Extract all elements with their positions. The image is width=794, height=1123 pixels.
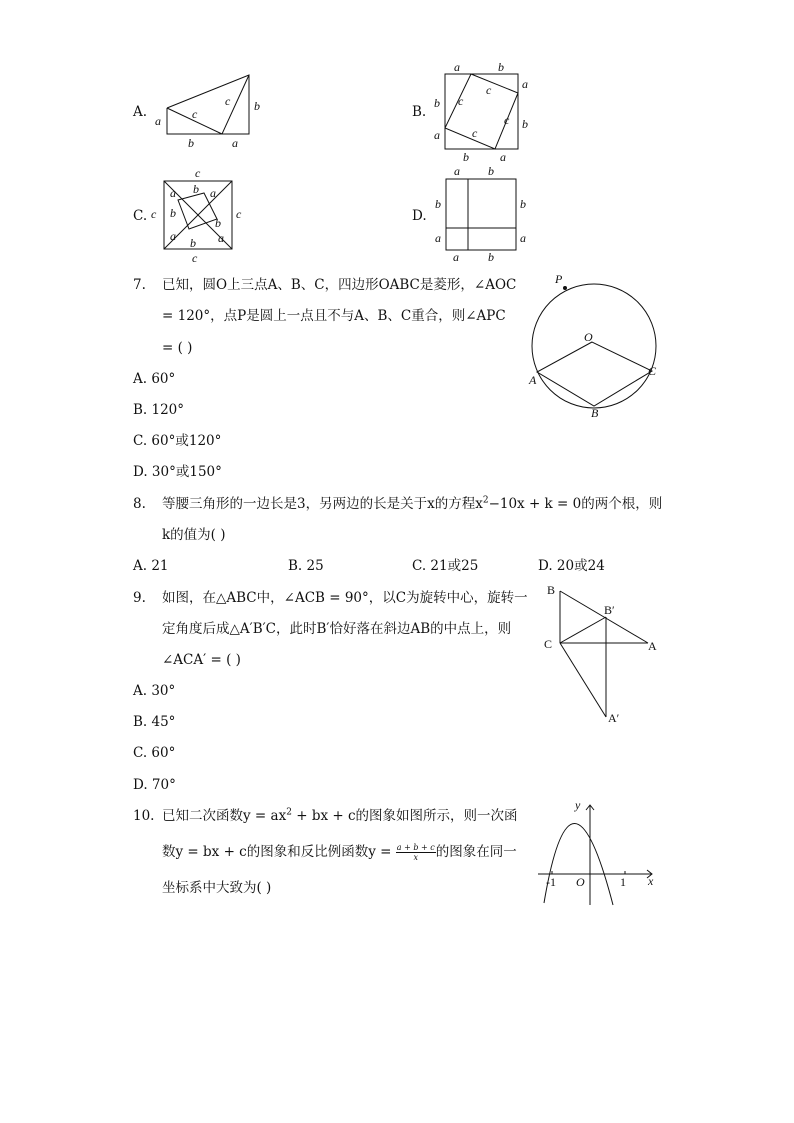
- point-a: A: [648, 639, 657, 653]
- fraction: $\frac{a + b + c}{x}$: [396, 843, 435, 862]
- point-b-prime: B′: [604, 603, 615, 617]
- option-c-figure: [148, 165, 248, 265]
- point-p: P: [555, 272, 563, 286]
- svg-text:a: a: [454, 60, 460, 74]
- q10-number: 10.: [133, 808, 155, 824]
- svg-text:a: a: [520, 231, 526, 245]
- origin: O: [576, 875, 585, 889]
- q7-option-a[interactable]: A. 60°: [133, 371, 176, 387]
- svg-text:b: b: [193, 182, 199, 196]
- svg-text:c: c: [504, 113, 510, 127]
- q10-line3: 坐标系中大致为( ): [162, 880, 272, 896]
- svg-text:b: b: [215, 216, 221, 230]
- q8-number: 8.: [133, 496, 146, 512]
- svg-text:a: a: [218, 231, 224, 245]
- svg-text:c: c: [486, 83, 492, 97]
- point-b: B: [547, 583, 556, 597]
- q9-option-d[interactable]: D. 70°: [133, 777, 176, 793]
- q10-parabola-figure: [530, 795, 660, 910]
- q7-line1: 已知，圆O上三点A、B、C，四边形OABC是菱形，∠AOC: [162, 277, 517, 293]
- q8-line1: 等腰三角形的一边长是3，另两边的长是关于x的方程$x^2-10x + k = 0$的两个根，则: [162, 495, 663, 512]
- option-a-label: A.: [133, 104, 148, 120]
- svg-text:c: c: [192, 251, 198, 265]
- q10-line2: 数y = bx + c的图象和反比例函数y = $\frac{a + b + c}{x}$ 的图象在同一: [162, 843, 517, 862]
- point-c: C: [544, 637, 553, 651]
- label-a: a: [232, 136, 238, 150]
- svg-text:c: c: [236, 207, 242, 221]
- q9-line3: ∠ACA′ = ( ): [162, 652, 241, 668]
- axis-y: y: [575, 798, 581, 812]
- svg-text:a: a: [453, 250, 459, 264]
- q8-option-d[interactable]: D. 20或24: [538, 558, 605, 574]
- svg-text:c: c: [458, 94, 464, 108]
- q8-option-b[interactable]: B. 25: [288, 558, 324, 574]
- q7-circle-figure: [522, 265, 667, 425]
- svg-text:b: b: [488, 164, 494, 178]
- q7-option-c[interactable]: C. 60°或120°: [133, 433, 222, 449]
- q7-line3: = ( ): [162, 340, 193, 356]
- option-a-figure: [150, 70, 270, 152]
- point-c: C: [648, 364, 657, 378]
- label-b: b: [188, 136, 194, 150]
- option-b-figure: [430, 60, 535, 165]
- svg-text:a: a: [522, 77, 528, 91]
- axis-x: x: [648, 874, 654, 888]
- label-b: b: [254, 99, 260, 113]
- point-b: B: [591, 406, 599, 420]
- q7-line2: = 120°，点P是圆上一点且不与A、B、C重合，则∠APC: [162, 308, 506, 324]
- svg-text:c: c: [195, 166, 201, 180]
- svg-text:a: a: [170, 229, 176, 243]
- q9-number: 9.: [133, 590, 146, 606]
- q7-option-d[interactable]: D. 30°或150°: [133, 464, 222, 480]
- q8-line2: k的值为( ): [162, 527, 226, 543]
- q9-option-b[interactable]: B. 45°: [133, 714, 176, 730]
- svg-text:b: b: [522, 117, 528, 131]
- svg-text:b: b: [463, 150, 469, 164]
- label-c: c: [225, 94, 231, 108]
- svg-text:b: b: [190, 236, 196, 250]
- q9-rotation-figure: [538, 578, 668, 733]
- svg-text:c: c: [151, 207, 157, 221]
- point-o: O: [584, 330, 593, 344]
- option-c-label: C.: [133, 208, 148, 224]
- svg-text:a: a: [170, 186, 176, 200]
- q9-line1: 如图，在△ABC中，∠ACB = 90°，以C为旋转中心，旋转一: [162, 590, 528, 606]
- q9-option-c[interactable]: C. 60°: [133, 745, 176, 761]
- label-c: c: [192, 107, 198, 121]
- q8-option-c[interactable]: C. 21或25: [412, 558, 479, 574]
- q7-option-b[interactable]: B. 120°: [133, 402, 185, 418]
- option-d-label: D.: [412, 208, 427, 224]
- svg-text:b: b: [170, 206, 176, 220]
- svg-text:a: a: [454, 164, 460, 178]
- q7-number: 7.: [133, 277, 146, 293]
- svg-text:a: a: [435, 231, 441, 245]
- option-d-figure: [430, 162, 535, 266]
- q9-line2: 定角度后成△A′B′C，此时B′恰好落在斜边AB的中点上，则: [162, 621, 512, 637]
- tick-1: 1: [620, 875, 626, 889]
- svg-text:a: a: [434, 128, 440, 142]
- q8-option-a[interactable]: A. 21: [133, 558, 169, 574]
- svg-text:b: b: [435, 197, 441, 211]
- point-a: A: [529, 373, 537, 387]
- svg-text:b: b: [520, 197, 526, 211]
- svg-text:c: c: [472, 126, 478, 140]
- option-b-label: B.: [412, 104, 427, 120]
- q10-line1: 已知二次函数$y = ax^2$ + bx + c的图象如图所示，则一次函: [162, 807, 518, 824]
- svg-text:b: b: [498, 60, 504, 74]
- point-a-prime: A′: [608, 711, 620, 725]
- tick-neg1: -1: [546, 875, 556, 889]
- svg-text:a: a: [210, 186, 216, 200]
- label-a: a: [155, 114, 161, 128]
- svg-text:b: b: [434, 96, 440, 110]
- q9-option-a[interactable]: A. 30°: [133, 683, 176, 699]
- svg-text:a: a: [500, 150, 506, 164]
- svg-text:b: b: [488, 250, 494, 264]
